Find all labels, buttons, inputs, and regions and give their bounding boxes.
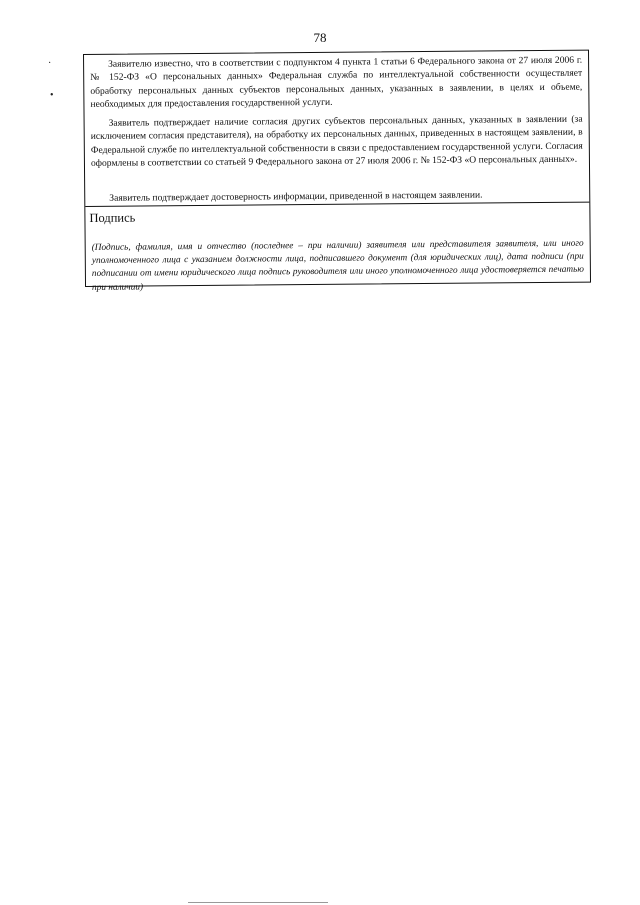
- consent-paragraph-accuracy: Заявитель подтверждает достоверность информации, приведенной в настоящем заявлении.: [109, 189, 483, 204]
- consent-signature-box: [83, 50, 591, 293]
- margin-mark: ·: [48, 58, 52, 69]
- signature-label: Подпись: [89, 210, 136, 225]
- signature-instructions: (Подпись, фамилия, имя и отчество (последнее – при наличии) заявителя или представителя заявителя, или иного уполномоченного лица с указанием должности лица, подписавшего документ (для юридических лиц), дата подписи (при подписании от имени юридического лица подпись руководителя или иного уполномоченного лица удостоверяется печатью при наличии): [91, 238, 584, 293]
- consent-paragraph-third-parties: Заявитель подтверждает наличие согласия других субъектов персональных данных, указанных в заявлении (за исключением согласия представителя), на обработку их персональных данных, приведенных в настоящем заявлении, в Федеральной службе по интеллектуальной собственности в связи с предоставлением государственной услуги. Согласия оформлены в соответствии со статьей 9 Федерального закона от 27 июля 2006 г. № 152-ФЗ «О персональных данных».: [90, 113, 583, 170]
- bottom-scan-edge: [188, 902, 328, 903]
- page-number: 78: [313, 30, 327, 45]
- consent-paragraph-personal-data: Заявителю известно, что в соответствии с подпунктом 4 пункта 1 статьи 6 Федерального закона от 27 июля 2006 г. № 152-ФЗ «О персональных данных» Федеральная служба по интеллектуальной собственности осуществляет обработку персональных данных субъектов персональных данных, указанных в заявлении, в целях и объеме, необходимых для предоставления государственной услуги.: [90, 54, 583, 111]
- margin-mark: •: [50, 90, 54, 101]
